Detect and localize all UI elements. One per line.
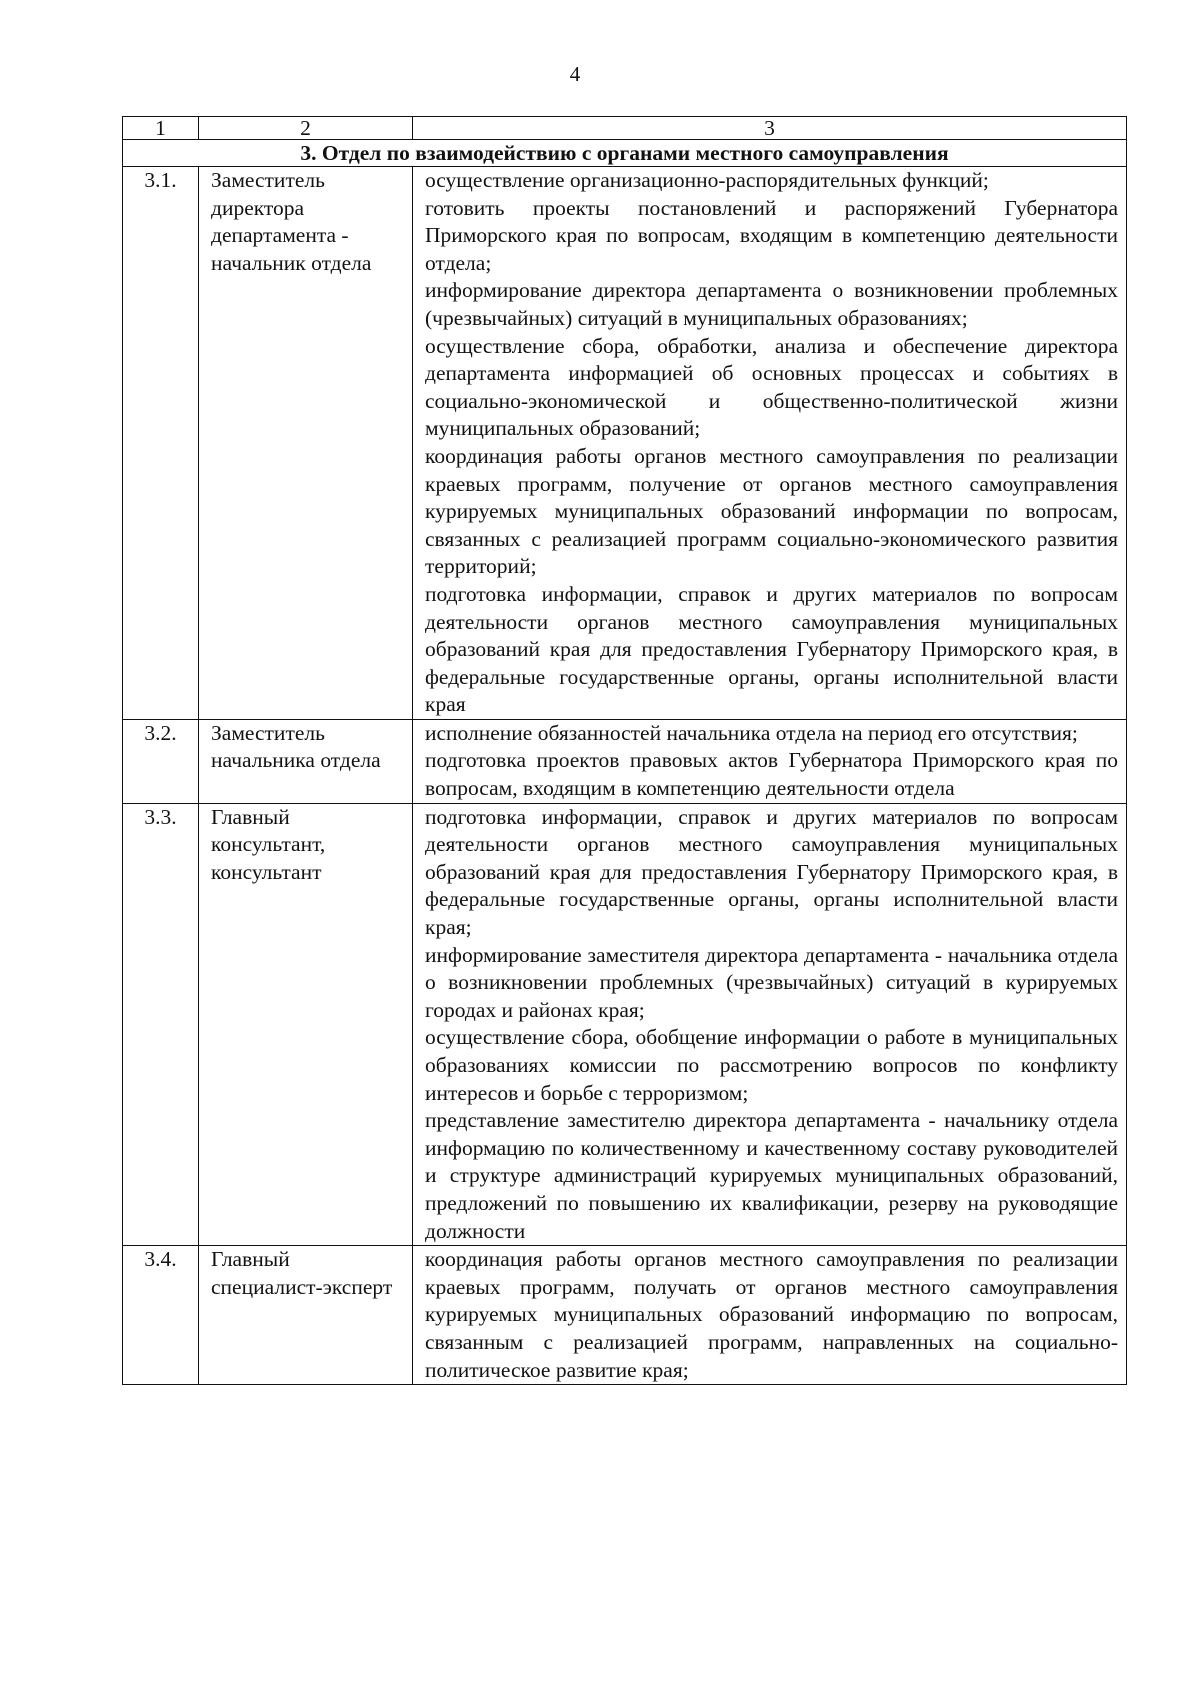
duties-cell	[413, 167, 1127, 720]
duties-cell	[413, 719, 1127, 803]
duty-item: координация работы органов местного самоуправления по реализации краевых программ, получение от органов местного самоуправления курируемых муниципальных образований информации по вопросам, связанных с реализацией программ социально-экономического развития территорий;	[425, 443, 1118, 579]
duty-item: представление заместителю директора департамента - начальнику отдела информацию по количественному и качественному составу руководителей и структуре администраций курируемых муниципальных образований, предложений по повышению их квалификации, резерву на руководящие должности	[425, 1108, 1118, 1243]
position-title: Заместитель начальника отдела	[199, 719, 413, 803]
column-header-duties: 3	[413, 117, 1127, 140]
row-number: 3.3.	[123, 803, 199, 1246]
duties-cell	[413, 1246, 1127, 1385]
section-title: 3. Отдел по взаимодействию с органами местного самоуправления	[123, 140, 1127, 167]
duty-item: информирование заместителя директора департамента - начальника отдела о возникновении проблемных (чрезвычайных) ситуаций в курируемых городах и районах края;	[425, 942, 1118, 1022]
table-row	[123, 719, 1127, 803]
duty-item: осуществление сбора, обобщение информации о работе в муниципальных образованиях комиссии по рассмотрению вопросов по конфликту интересов и борьбе с терроризмом;	[425, 1025, 1118, 1105]
column-header-number: 1	[123, 117, 199, 140]
duty-item: исполнение обязанностей начальника отдела на период его отсутствия;	[425, 720, 1078, 745]
position-title: Заместитель директора департамента - начальник отдела	[199, 167, 413, 720]
table-row	[123, 167, 1127, 720]
duty-item: координация работы органов местного самоуправления по реализации краевых программ, получать от органов местного самоуправления курируемых муниципальных образований информацию по вопросам, связанным с реализацией программ, направленных на социально-политическое развитие края;	[425, 1247, 1118, 1382]
duties-cell	[413, 803, 1127, 1246]
table-row	[123, 803, 1127, 1246]
column-header-row	[123, 117, 1127, 140]
duties-table	[122, 116, 1127, 1385]
duty-item: подготовка информации, справок и других материалов по вопросам деятельности органов местного самоуправления муниципальных образований края для предоставления Губернатору Приморского края, в федеральные государственные органы, органы исполнительной власти края;	[425, 804, 1118, 940]
column-header-position: 2	[199, 117, 413, 140]
row-number: 3.4.	[123, 1246, 199, 1385]
page-number: 4	[569, 62, 581, 86]
section-title-row	[123, 140, 1127, 167]
duty-item: осуществление сбора, обработки, анализа и обеспечение директора департамента информацией об основных процессах и событиях в социально-экономической и общественно-политической жизни муниципальных образований;	[425, 333, 1118, 441]
table-row	[123, 1246, 1127, 1385]
position-title: Главный специалист-эксперт	[199, 1246, 413, 1385]
duty-item: осуществление организационно-распорядительных функций;	[425, 168, 989, 192]
duty-item: подготовка проектов правовых актов Губернатора Приморского края по вопросам, входящим в компетенцию деятельности отдела	[425, 748, 1118, 801]
duty-item: готовить проекты постановлений и распоряжений Губернатора Приморского края по вопросам, входящим в компетенцию деятельности отдела;	[425, 195, 1118, 275]
position-title: Главный консультант, консультант	[199, 803, 413, 1246]
duty-item: информирование директора департамента о возникновении проблемных (чрезвычайных) ситуаций в муниципальных образованиях;	[425, 278, 1118, 330]
duty-item: подготовка информации, справок и других материалов по вопросам деятельности органов местного самоуправления муниципальных образований края для предоставления Губернатору Приморского края, в федеральные государственные органы, органы исполнительной власти края	[425, 581, 1118, 717]
row-number: 3.1.	[123, 167, 199, 720]
row-number: 3.2.	[123, 719, 199, 803]
